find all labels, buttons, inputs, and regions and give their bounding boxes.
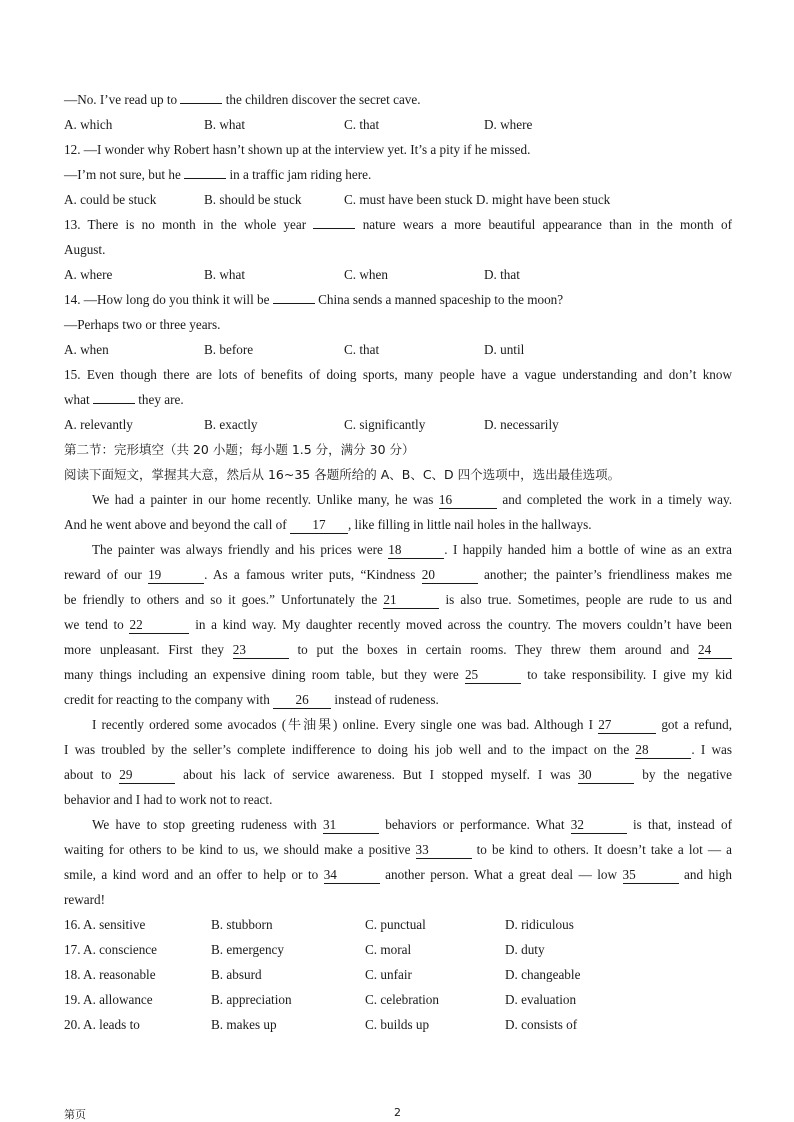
answer-blank <box>313 214 355 229</box>
q14-options <box>64 337 732 362</box>
cloze-options-20 <box>64 1012 732 1037</box>
passage-line: credit for reacting to the company with 26 instead of rudeness. <box>64 692 439 707</box>
blank-17: 17 <box>290 517 348 534</box>
option: B. appreciation <box>211 992 292 1007</box>
option: D. that <box>484 267 520 282</box>
option: D. might have been stuck <box>475 192 611 207</box>
option: D. where <box>484 117 533 132</box>
section-instructions: 阅读下面短文，掌握其大意，然后从 16~35 各题所给的 A、B、C、D 四个选项中，选出最佳选项。 <box>64 467 621 482</box>
option: A. could be stuck <box>64 192 157 207</box>
option: C. punctual <box>365 917 426 932</box>
q13-options <box>64 262 732 287</box>
blank-22: 22 <box>129 617 189 634</box>
blank-23: 23 <box>233 642 289 659</box>
answer-blank <box>180 89 222 104</box>
q14-question: 14. —How long do you think it will be China sends a manned spaceship to the moon? <box>64 287 732 312</box>
option: B. before <box>204 342 254 357</box>
option: C. significantly <box>344 417 426 432</box>
passage-line: The painter was always friendly and his prices were 18 . I happily handed him a bottle of wine as an extra <box>92 542 732 557</box>
q12-question: 12. —I wonder why Robert hasn’t shown up at the interview yet. It’s a pity if he missed. <box>64 142 531 157</box>
q13-question: 13. There is no month in the whole year nature wears a more beautiful appearance than in the month of <box>64 212 732 237</box>
blank-27: 27 <box>598 717 656 734</box>
answer-blank <box>93 389 135 404</box>
option: B. what <box>204 267 246 282</box>
option: 17. A. conscience <box>64 942 158 957</box>
option: B. absurd <box>211 967 262 982</box>
blank-20: 20 <box>422 567 478 584</box>
footer-page-label: 第页 <box>64 1108 86 1121</box>
q11-continuation: —No. I’ve read up to the children discover the secret cave. <box>64 87 732 112</box>
passage-line: about to 29 about his lack of service awareness. But I stopped myself. I was 30 by the negative <box>64 767 732 782</box>
option: A. where <box>64 267 113 282</box>
blank-16: 16 <box>439 492 497 509</box>
cloze-options-19 <box>64 987 732 1012</box>
option: D. duty <box>505 942 545 957</box>
option: A. relevantly <box>64 417 133 432</box>
option: 16. A. sensitive <box>64 917 146 932</box>
blank-34: 34 <box>324 867 380 884</box>
answer-blank <box>184 164 226 179</box>
blank-18: 18 <box>388 542 444 559</box>
q15-options <box>64 412 732 437</box>
blank-31: 31 <box>323 817 379 834</box>
passage-line: smile, a kind word and an offer to help or to 34 another person. What a great deal — low 35 and high <box>64 867 732 882</box>
option: C. when <box>344 267 388 282</box>
blank-24: 24 <box>698 642 732 659</box>
option: D. ridiculous <box>505 917 574 932</box>
option: 20. A. leads to <box>64 1017 140 1032</box>
q13-question-cont: August. <box>64 242 106 257</box>
cloze-options-16 <box>64 912 732 937</box>
blank-32: 32 <box>571 817 627 834</box>
q14-reply: —Perhaps two or three years. <box>64 317 221 332</box>
option: D. until <box>484 342 525 357</box>
option: 18. A. reasonable <box>64 967 156 982</box>
option: C. must have been stuck <box>344 192 473 207</box>
blank-21: 21 <box>383 592 439 609</box>
option: C. celebration <box>365 992 439 1007</box>
option: A. when <box>64 342 109 357</box>
option: C. that <box>344 342 380 357</box>
cloze-options-17 <box>64 937 732 962</box>
passage-line: more unpleasant. First they 23 to put the boxes in certain rooms. They threw them around and 24 <box>64 637 732 662</box>
option: B. exactly <box>204 417 258 432</box>
option: D. necessarily <box>484 417 559 432</box>
q11-options <box>64 112 732 137</box>
blank-35: 35 <box>623 867 679 884</box>
option: C. unfair <box>365 967 412 982</box>
option: B. should be stuck <box>204 192 302 207</box>
blank-28: 28 <box>635 742 691 759</box>
option: D. consists of <box>505 1017 578 1032</box>
cloze-options-18 <box>64 962 732 987</box>
q15-question-cont: what they are. <box>64 387 732 412</box>
passage-line: waiting for others to be kind to us, we should make a positive 33 to be kind to others. It doesn’t take a lot — a <box>64 842 732 857</box>
q15-question: 15. Even though there are lots of benefits of doing sports, many people have a vague understanding and don’t know <box>64 367 732 382</box>
footer-page-number: 2 <box>394 1106 401 1119</box>
blank-26: 26 <box>273 692 331 709</box>
passage-line: behavior and I had to work not to react. <box>64 792 273 807</box>
passage-line: reward! <box>64 892 105 907</box>
passage-line: we tend to 22 in a kind way. My daughter recently moved across the country. The movers couldn’t have been <box>64 617 733 632</box>
option: B. makes up <box>211 1017 277 1032</box>
passage-line: We had a painter in our home recently. Unlike many, he was 16 and completed the work in a timely way. <box>92 492 732 507</box>
passage-line: reward of our 19 . As a famous writer puts, “Kindness 20 another; the painter’s friendliness makes me <box>64 567 733 582</box>
passage-line: be friendly to others and so it goes.” Unfortunately the 21 is also true. Sometimes, people are rude to us and <box>64 592 733 607</box>
option: B. what <box>204 117 246 132</box>
passage-line: And he went above and beyond the call of 17 , like filling in little nail holes in the hallways. <box>64 517 592 532</box>
option: C. moral <box>365 942 412 957</box>
q12-reply: —I’m not sure, but he in a traffic jam riding here. <box>64 162 732 187</box>
option: A. which <box>64 117 113 132</box>
option: D. changeable <box>505 967 581 982</box>
option: C. that <box>344 117 380 132</box>
blank-30: 30 <box>578 767 634 784</box>
blank-33: 33 <box>416 842 472 859</box>
passage-line: I was troubled by the seller’s complete indifference to doing his job well and to the impact on the 28 . I was <box>64 742 732 757</box>
option: D. evaluation <box>505 992 577 1007</box>
blank-19: 19 <box>148 567 204 584</box>
option: B. stubborn <box>211 917 273 932</box>
option: B. emergency <box>211 942 284 957</box>
passage-line: We have to stop greeting rudeness with 31 behaviors or performance. What 32 is that, instead of <box>92 817 732 832</box>
passage-line: many things including an expensive dining room table, but they were 25 to take responsibility. I give my kid <box>64 667 732 682</box>
q12-options <box>64 187 732 212</box>
section-title: 第二节：完形填空（共 20 小题；每小题 1.5 分，满分 30 分） <box>64 442 415 457</box>
exam-page <box>64 87 732 1037</box>
option: 19. A. allowance <box>64 992 153 1007</box>
option: C. builds up <box>365 1017 430 1032</box>
answer-blank <box>273 289 315 304</box>
blank-25: 25 <box>465 667 521 684</box>
passage-line: I recently ordered some avocados (牛油果) online. Every single one was bad. Although I 27 got a refund, <box>92 717 733 732</box>
blank-29: 29 <box>119 767 175 784</box>
